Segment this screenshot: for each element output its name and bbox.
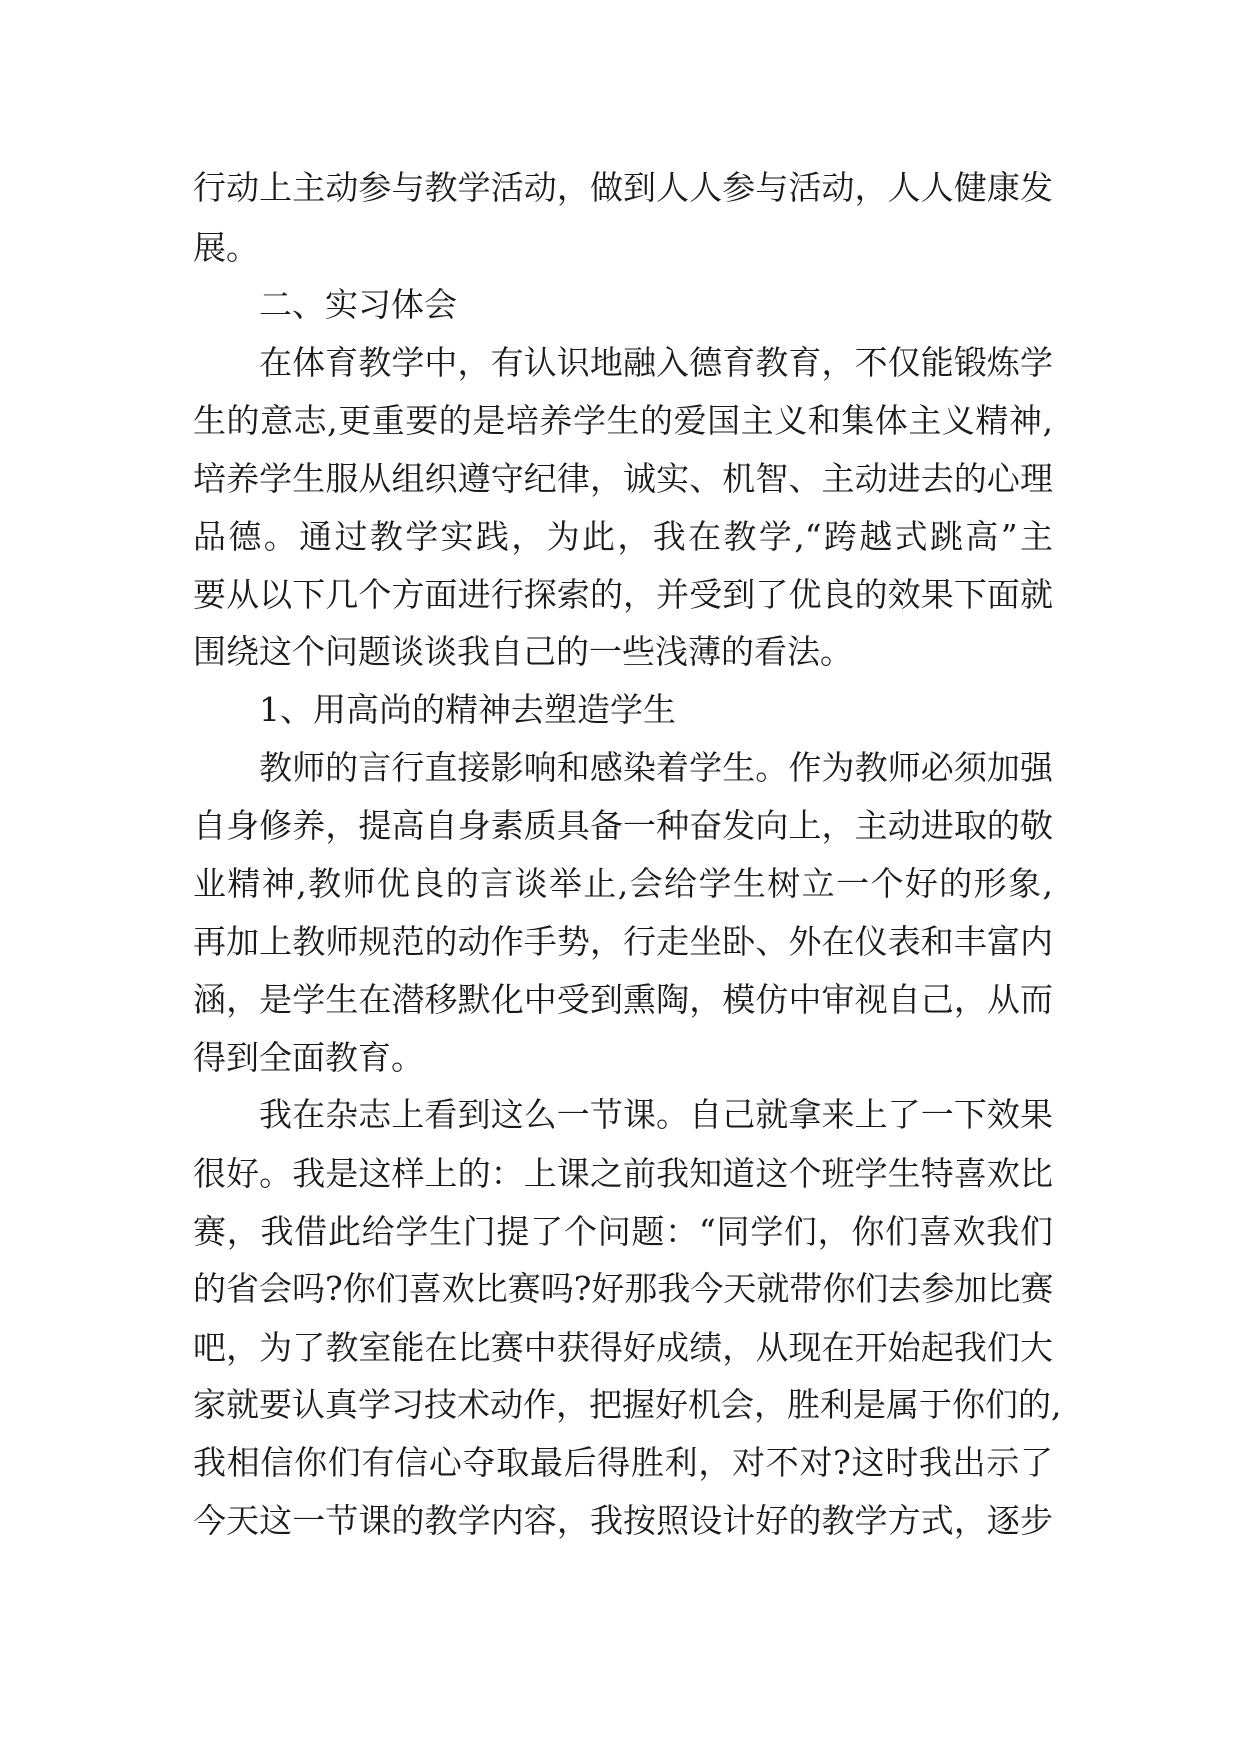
text-line: 我相信你们有信心夺取最后得胜利，对不对?这时我出示了: [193, 1443, 1053, 1482]
text-line: 业精神,教师优良的言谈举止,会给学生树立一个好的形象,: [193, 864, 1053, 903]
text-line: 再加上教师规范的动作手势，行走坐卧、外在仪表和丰富内: [193, 922, 1053, 961]
text-line: 品德。通过教学实践，为此，我在教学,“跨越式跳高”主: [193, 517, 1053, 556]
subsection-heading: 1、用高尚的精神去塑造学生: [259, 690, 676, 729]
text-line: 家就要认真学习技术动作，把握好机会，胜利是属于你们的,: [193, 1385, 1062, 1424]
text-line: 赛，我借此给学生门提了个问题：“同学们，你们喜欢我们: [193, 1212, 1053, 1251]
text-line: 行动上主动参与教学活动，做到人人参与活动，人人健康发: [193, 168, 1053, 207]
text-line: 在体育教学中，有认识地融入德育教育，不仅能锻炼学: [259, 343, 1053, 382]
text-line: 得到全面教育。: [193, 1038, 424, 1077]
text-line: 教师的言行直接影响和感染着学生。作为教师必须加强: [259, 748, 1053, 787]
text-line: 生的意志,更重要的是培养学生的爱国主义和集体主义精神,: [193, 401, 1053, 440]
text-line: 涵，是学生在潜移默化中受到熏陶，模仿中审视自己，从而: [193, 980, 1053, 1019]
text-line: 吧，为了教室能在比赛中获得好成绩，从现在开始起我们大: [193, 1328, 1053, 1367]
text-line: 的省会吗?你们喜欢比赛吗?好那我今天就带你们去参加比赛: [193, 1269, 1054, 1308]
text-line: 要从以下几个方面进行探索的，并受到了优良的效果下面就: [193, 575, 1053, 614]
text-line: 培养学生服从组织遵守纪律，诚实、机智、主动进去的心理: [193, 459, 1053, 498]
text-line: 展。: [193, 228, 259, 267]
text-line: 很好。我是这样上的：上课之前我知道这个班学生特喜欢比: [193, 1154, 1053, 1193]
text-line: 我在杂志上看到这么一节课。自己就拿来上了一下效果: [259, 1095, 1053, 1134]
section-heading: 二、实习体会: [259, 285, 457, 324]
text-line: 围绕这个问题谈谈我自己的一些浅薄的看法。: [193, 632, 853, 671]
text-line: 自身修养，提高自身素质具备一种奋发向上，主动进取的敬: [193, 806, 1053, 845]
text-line: 今天这一节课的教学内容，我按照设计好的教学方式，逐步: [193, 1501, 1053, 1540]
